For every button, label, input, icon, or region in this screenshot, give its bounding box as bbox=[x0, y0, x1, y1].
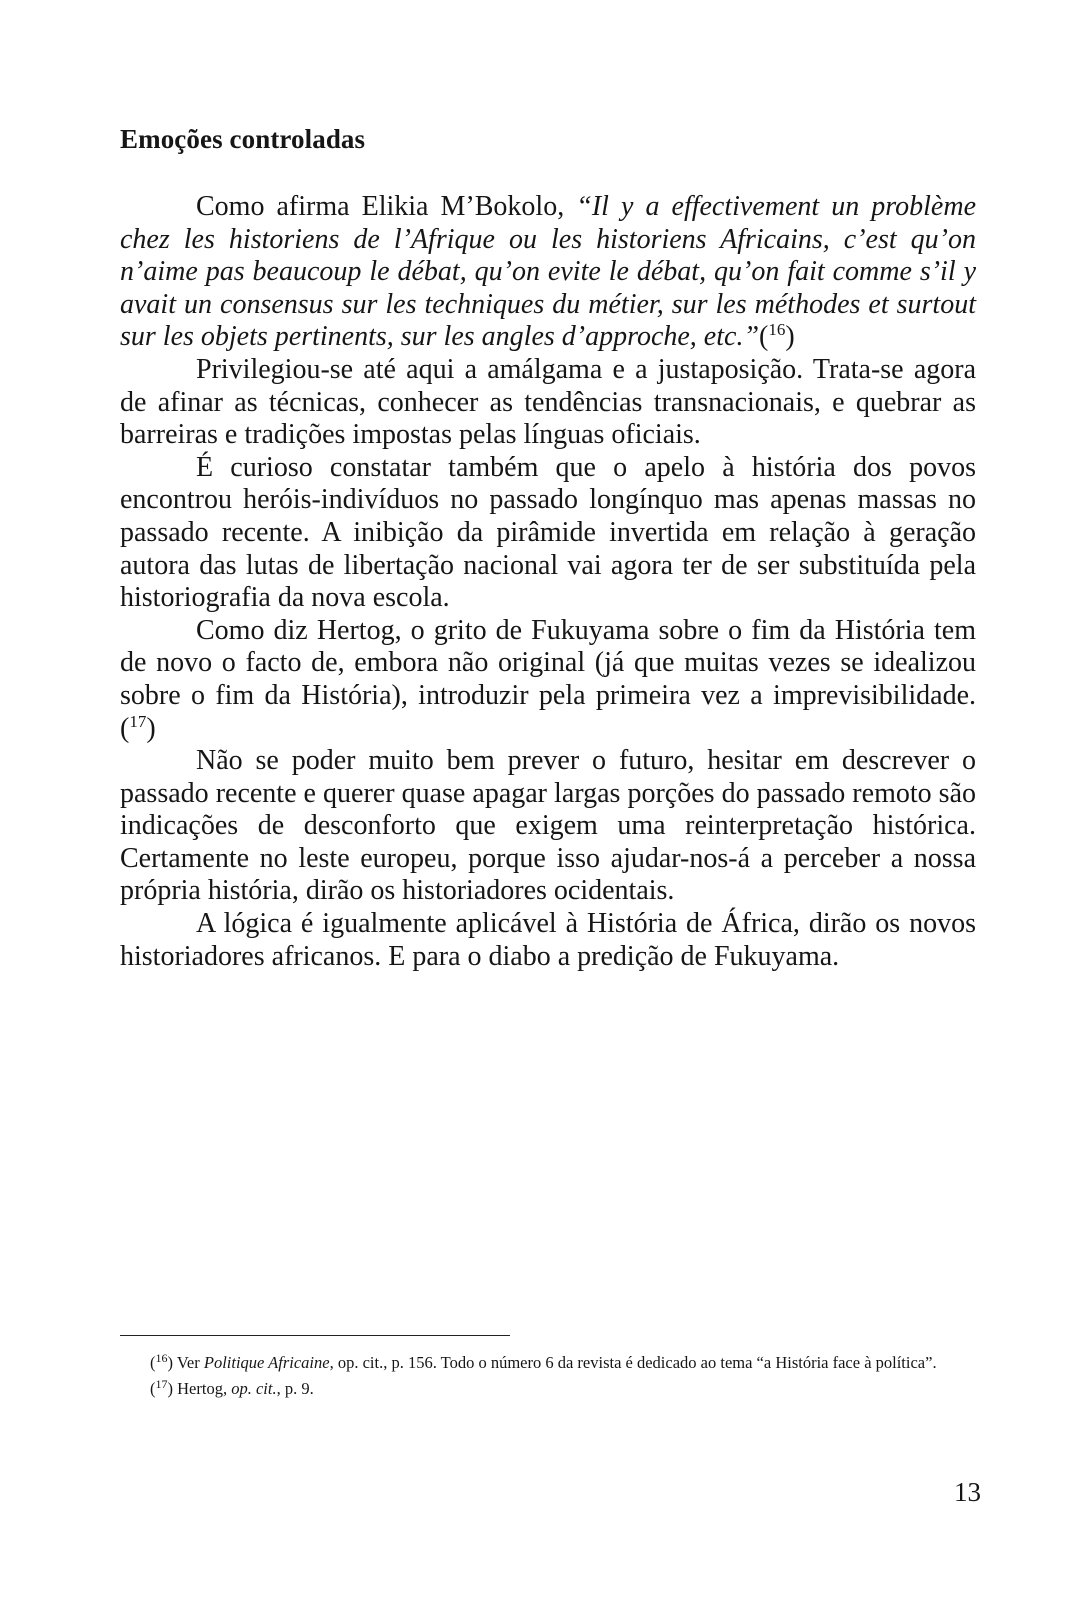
footnote-text: Hertog, bbox=[173, 1379, 232, 1398]
paragraph-4 bbox=[120, 615, 976, 745]
quote-french: “Il y a effectivement un problème chez les historiens de l’Afrique ou les historiens Africains, c’est qu’on n’aime pas beaucoup le débat, qu’on evite le débat, qu’on fait comme s’il y avait un consensus sur les techniques du métier, sur les méthodes et surtout sur les objets pertinents, sur les angles d’approche, etc.” bbox=[120, 191, 977, 353]
paragraph-1 bbox=[120, 191, 976, 354]
footnote-16 bbox=[120, 1353, 978, 1373]
footnote-17 bbox=[120, 1379, 978, 1399]
footnote-open: ( bbox=[150, 1353, 156, 1372]
body-text bbox=[120, 191, 976, 973]
page-number: 13 bbox=[954, 1477, 981, 1507]
footnote-text: , p. 9. bbox=[276, 1379, 314, 1398]
footnote-ref-open: ( bbox=[120, 712, 130, 744]
footnote-number: 16 bbox=[155, 1351, 168, 1365]
footnote-ref-16: 16 bbox=[768, 320, 786, 340]
paragraph-4-text: Como diz Hertog, o grito de Fukuyama sobre o fim da História tem de novo o facto de, embora não original (já que muitas vezes se idealizou sobre o fim da História), introduzir pela primeira vez a imprevisibilidade. bbox=[120, 614, 976, 711]
section-heading: Emoções controladas bbox=[120, 124, 366, 154]
paragraph-3: É curioso constatar também que o apelo à história dos povos encontrou heróis-indivíduos no passado longínquo mas apenas massas no passado recente. A inibição da pirâmide invertida em relação à geração autora das lutas de libertação nacional vai agora ter de ser substituída pela historiografia da nova escola. bbox=[120, 451, 976, 614]
footnote-text: Ver bbox=[173, 1353, 204, 1372]
footnote-divider bbox=[120, 1335, 510, 1336]
footnote-open: ( bbox=[150, 1379, 156, 1398]
footnote-close: ) bbox=[167, 1353, 173, 1372]
footnote-ref-close: ) bbox=[785, 321, 795, 353]
paragraph-5: Não se poder muito bem prever o futuro, hesitar em descrever o passado recente e querer quase apagar largas porções do passado remoto são indicações de desconforto que exigem uma reinterpretação histórica. Certamente no leste europeu, porque isso ajudar-nos-á a perceber a nossa própria história, dirão os historiadores ocidentais. bbox=[120, 745, 976, 907]
footnote-close: ) bbox=[167, 1379, 173, 1398]
footnote-ref-17: 17 bbox=[129, 711, 147, 731]
paragraph-2: Privilegiou-se até aqui a amálgama e a justaposição. Trata-se agora de afinar as técnicas, conhecer as tendências transnacionais, e quebrar as barreiras e tradições impostas pelas línguas oficiais. bbox=[120, 353, 976, 451]
footnote-ref-close: ) bbox=[146, 712, 156, 744]
footnote-ref-open: ( bbox=[759, 321, 769, 353]
paragraph-1-lead: Como afirma Elikia M’Bokolo, bbox=[196, 191, 577, 222]
footnote-italic: op. cit. bbox=[231, 1379, 277, 1398]
footnotes bbox=[120, 1353, 978, 1405]
footnote-text: , op. cit., p. 156. Todo o número 6 da revista é dedicado ao tema “a História face à política”. bbox=[329, 1353, 937, 1372]
paragraph-6: A lógica é igualmente aplicável à História de África, dirão os novos historiadores africanos. E para o diabo a predição de Fukuyama. bbox=[120, 908, 976, 972]
footnote-italic: Politique Africaine bbox=[203, 1353, 330, 1372]
footnote-number: 17 bbox=[155, 1377, 168, 1391]
